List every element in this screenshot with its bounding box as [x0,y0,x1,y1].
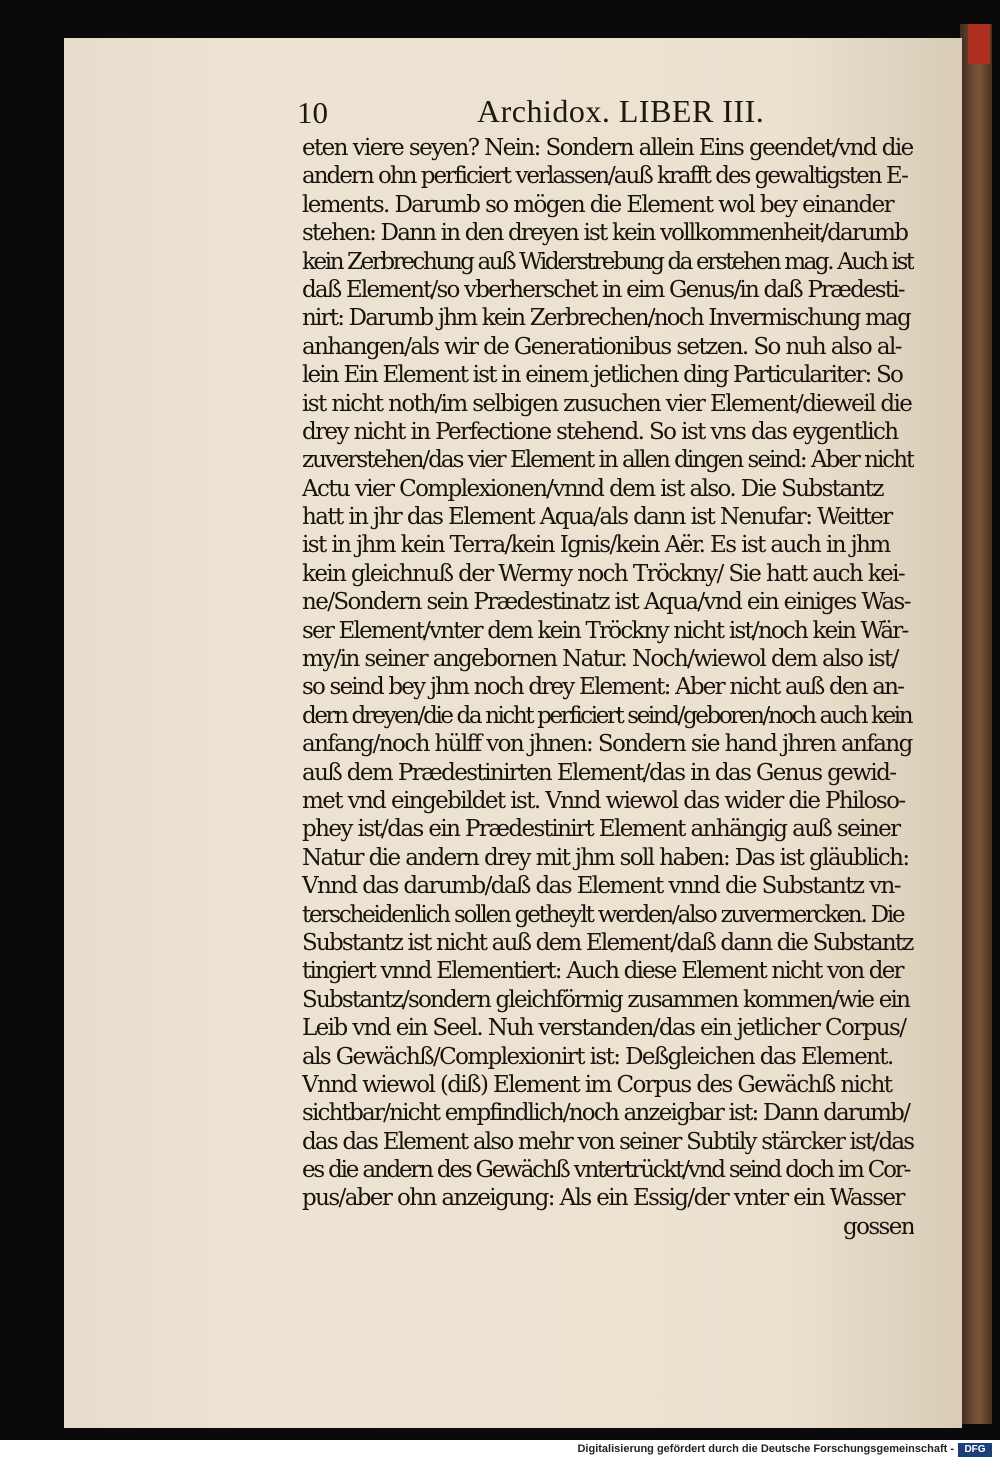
text-line: Natur die andern drey mit jhm soll haben: Das ist gläublich: [302,844,909,871]
catchword: gossen [842,1213,914,1240]
book-edge [960,24,992,1424]
text-line: tingiert vnnd Elementiert: Auch diese Element nicht von der [302,958,903,985]
text-line: drey nicht in Perfectione stehend. So ist vns das eygentlich [302,418,898,445]
text-line: als Gewächß/Complexionirt ist: Deßgleichen das Element. [302,1043,893,1070]
text-line: ser Element/vnter dem kein Tröckny nicht ist/noch kein Wär- [302,617,908,644]
text-line: phey ist/das ein Prædestinirt Element anhängig auß seiner [302,816,900,843]
text-line: Substantz/sondern gleichförmig zusammen kommen/wie ein [302,986,910,1013]
text-line: auß dem Prædestinirten Element/das in das Genus gewid- [302,759,896,786]
digitization-footer [0,1440,1000,1460]
running-head: Archidox. LIBER III. [477,93,765,129]
funding-credit: Digitalisierung gefördert durch die Deutsche Forschungsgemeinschaft - [577,1443,954,1455]
text-line: kein Zerbrechung auß Widerstrebung da erstehen mag. Auch ist [302,248,913,275]
text-line: es die andern des Gewächß vntertrückt/vnd seind doch im Cor- [302,1157,910,1184]
text-line: so seind bey jhm noch drey Element: Aber nicht auß den an- [302,674,904,701]
dfg-logo: DFG [958,1443,992,1457]
text-line: ist in jhm kein Terra/kein Ignis/kein Aër. Es ist auch in jhm [302,532,890,559]
text-line: anhangen/als wir de Generationibus setzen. So nuh also al- [302,333,901,360]
text-line: sichtbar/nicht empfindlich/noch anzeigbar ist: Dann darumb/ [302,1100,910,1127]
text-line: lements. Darumb so mögen die Element wol bey einander [302,191,893,218]
text-line: stehen: Dann in den dreyen ist kein vollkommenheit/darumb [302,220,908,247]
text-line: Vnnd wiewol (diß) Element im Corpus des Gewächß nicht [302,1071,892,1098]
text-line: terscheidenlich sollen getheylt werden/also zuvermercken. Die [302,901,904,928]
text-line: nirt: Darumb jhm kein Zerbrechen/noch Invermischung mag [302,305,910,332]
text-line: ist nicht noth/im selbigen zusuchen vier Element/dieweil die [302,390,912,417]
bookmark-tab [968,24,990,64]
text-line: andern ohn perficiert verlassen/auß krafft des gewaltigsten E- [302,163,907,190]
text-line: kein gleichnuß der Wermy noch Tröckny/ Sie hatt auch kei- [302,560,905,587]
text-line: lein Ein Element ist in einem jetlichen ding Particulariter: So [302,362,902,389]
body-text [302,134,914,1241]
text-line: eten viere seyen? Nein: Sondern allein Eins geendet/vnd die [302,135,913,161]
text-line: Substantz ist nicht auß dem Element/daß dann die Substantz [302,929,913,956]
text-line: met vnd eingebildet ist. Vnnd wiewol das wider die Philoso- [302,787,905,814]
text-line: zuverstehen/das vier Element in allen dingen seind: Aber nicht [302,447,914,474]
page-header [297,93,957,135]
text-line: my/in seiner angebornen Natur. Noch/wiewol dem also ist/ [302,646,898,673]
text-line: das das Element also mehr von seiner Subtily stärcker ist/das [302,1128,914,1155]
text-line: daß Element/so vberherschet in eim Genus/in daß Prædesti- [302,276,904,303]
text-line: Leib vnd ein Seel. Nuh verstanden/das ein jetlicher Corpus/ [302,1015,906,1042]
text-line: Vnnd das darumb/daß das Element vnnd die Substantz vn- [302,873,900,900]
text-line: Actu vier Complexionen/vnnd dem ist also. Die Substantz [302,475,883,502]
text-line: anfang/noch hülff von jhnen: Sondern sie hand jhren anfang [302,731,912,758]
text-line: pus/aber ohn anzeigung: Als ein Essig/der vnter ein Wasser [302,1185,904,1212]
page-number: 10 [297,95,328,130]
text-line: dern dreyen/die da nicht perficiert seind/geboren/noch auch kein [302,702,912,729]
text-line: hatt in jhr das Element Aqua/als dann ist Nenufar: Weitter [302,504,892,531]
text-line: ne/Sondern sein Prædestinatz ist Aqua/vnd ein einiges Was- [302,589,910,616]
